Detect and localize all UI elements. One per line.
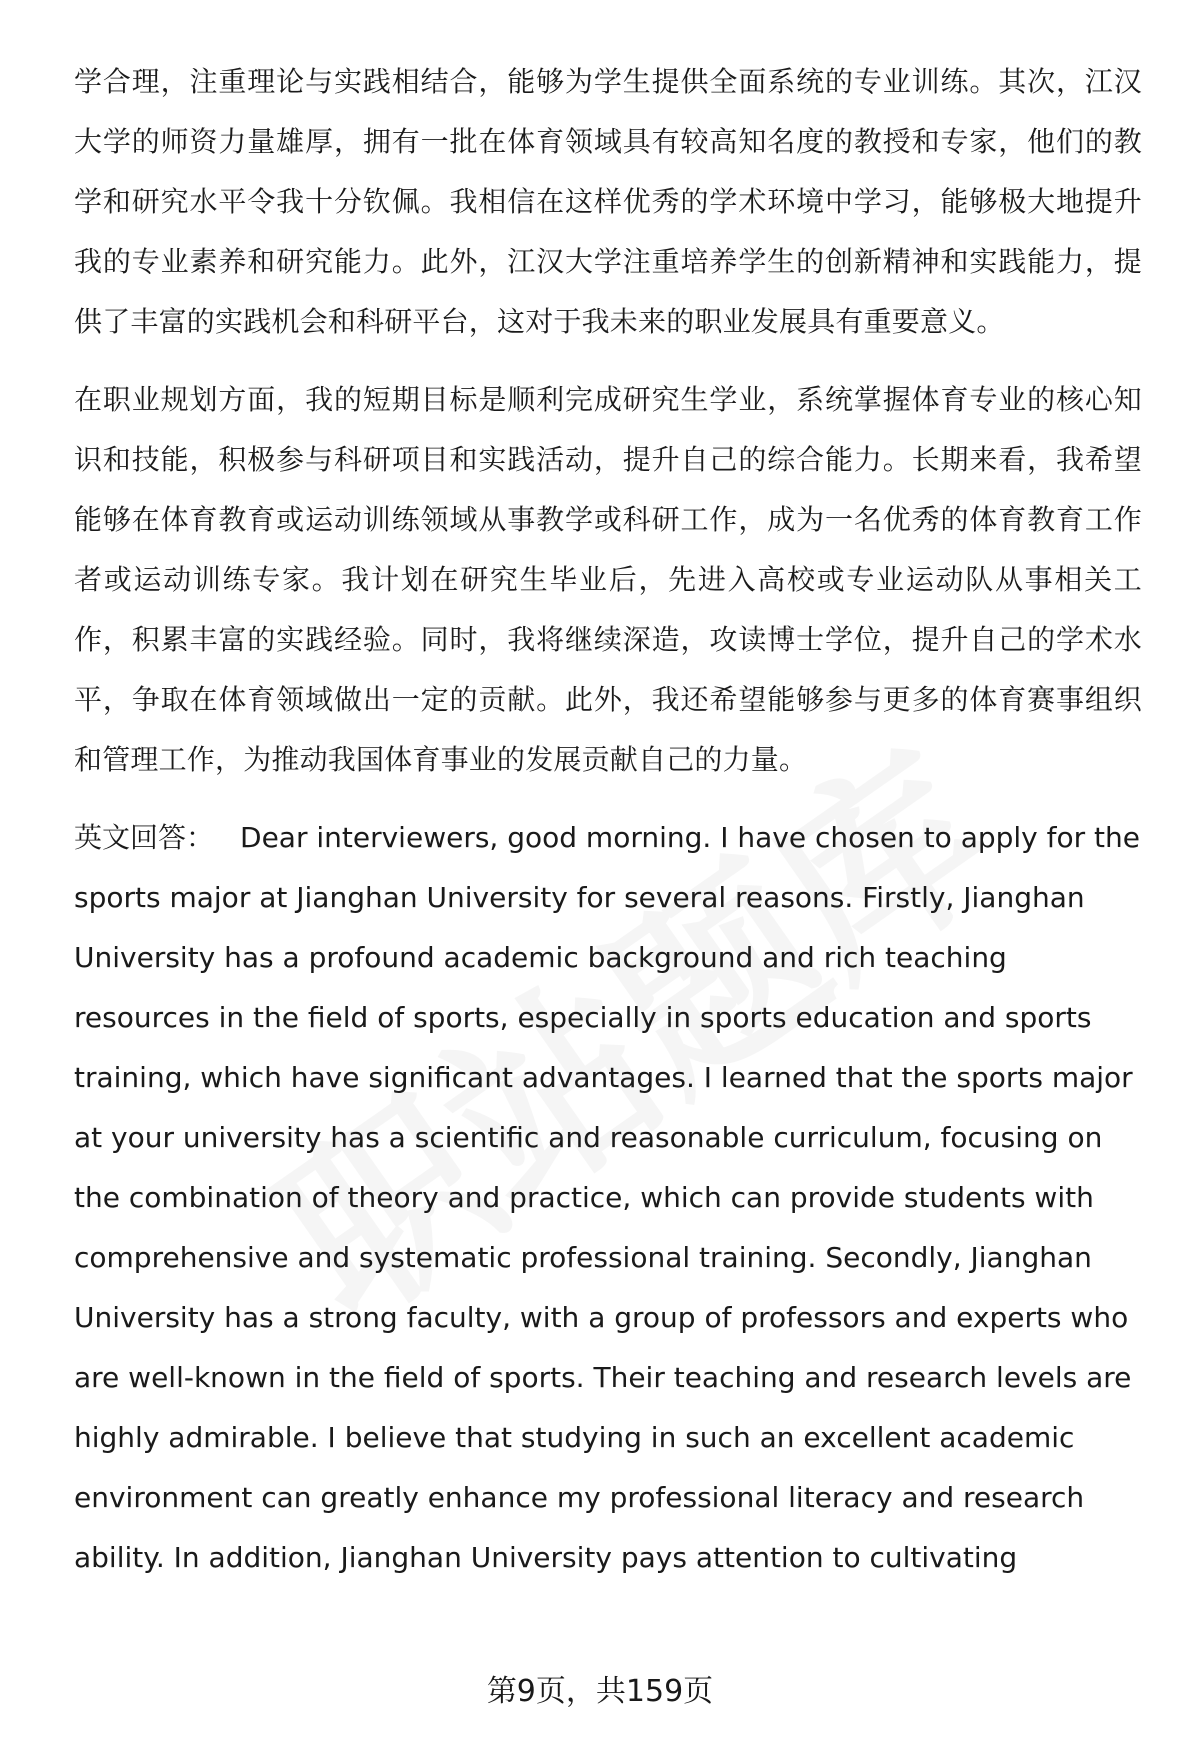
document-body [74,52,1142,1606]
paragraph-cn-2: 在职业规划方面，我的短期目标是顺利完成研究生学业，系统掌握体育专业的核心知识和技能，积极参与科研项目和实践活动，提升自己的综合能力。长期来看，我希望能够在体育教育或运动训练领域从事教学或科研工作，成为一名优秀的体育教育工作者或运动训练专家。我计划在研究生毕业后，先进入高校或专业运动队从事相关工作，积累丰富的实践经验。同时，我将继续深造，攻读博士学位，提升自己的学术水平，争取在体育领域做出一定的贡献。此外，我还希望能够参与更多的体育赛事组织和管理工作，为推动我国体育事业的发展贡献自己的力量。 [74,383,1142,776]
paragraph-cn-1: 学合理，注重理论与实践相结合，能够为学生提供全面系统的专业训练。其次，江汉大学的师资力量雄厚，拥有一批在体育领域具有较高知名度的教授和专家，他们的教学和研究水平令我十分钦佩。我相信在这样优秀的学术环境中学习，能够极大地提升我的专业素养和研究能力。此外，江汉大学注重培养学生的创新精神和实践能力，提供了丰富的实践机会和科研平台，这对于我未来的职业发展具有重要意义。 [74,65,1142,338]
paragraph-english-answer [74,808,1142,1588]
english-answer-text: Dear interviewers, good morning. I have chosen to apply for the sports major at Jianghan University for several reasons. Firstly, Jianghan University has a profound academic background and rich teaching resources in the field of sports, especially in sports education and sports training, which have significant advantages. I learned that the sports major at your university has a scientific and reasonable curriculum, focusing on the combination of theory and practice, which can provide students with comprehensive and systematic professional training. Secondly, Jianghan University has a strong faculty, with a group of professors and experts who are well-known in the field of sports. Their teaching and research levels are highly admirable. I believe that studying in such an excellent academic environment can greatly enhance my professional literacy and research ability. In addition, Jianghan University pays attention to cultivating [74,821,1141,1574]
page-number: 第9页，共159页 [486,1674,714,1709]
english-answer-label: 英文回答： [74,821,215,854]
